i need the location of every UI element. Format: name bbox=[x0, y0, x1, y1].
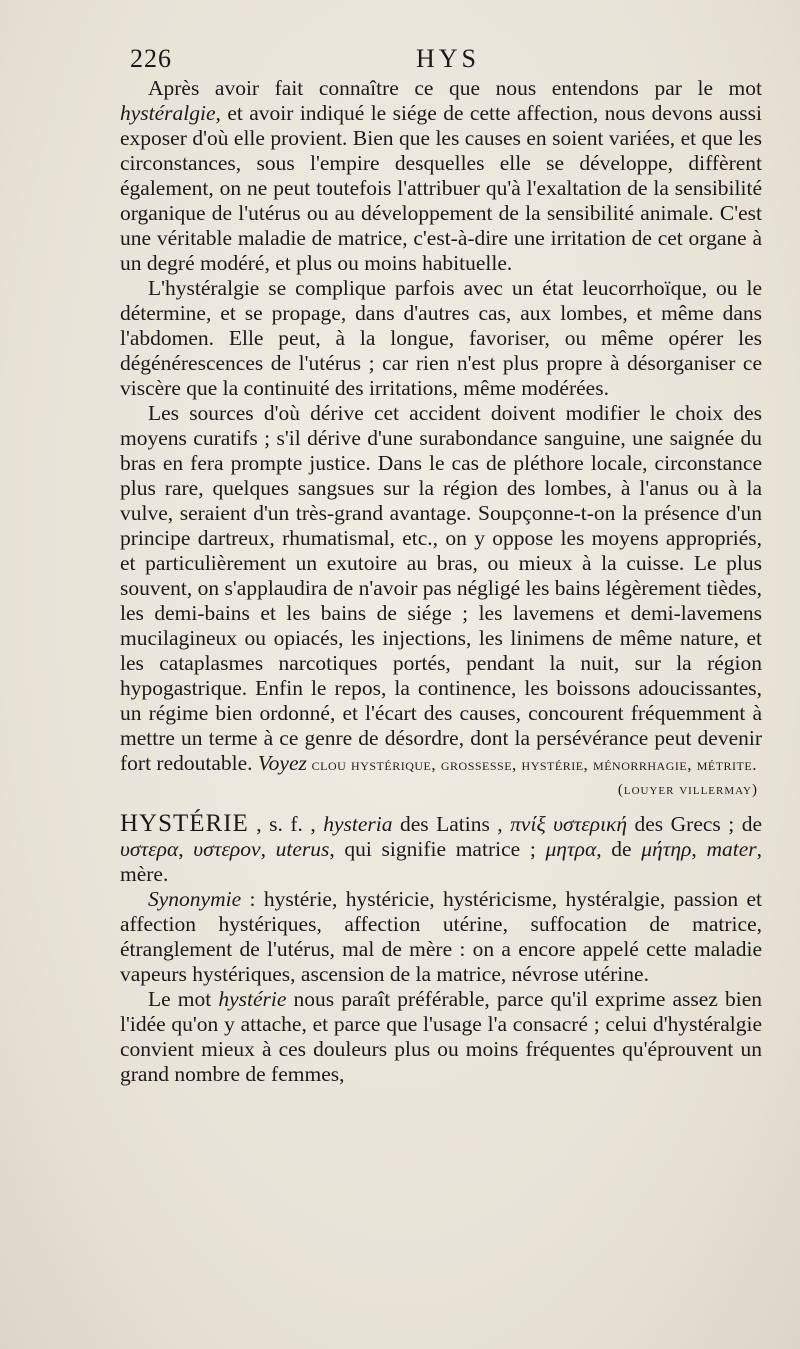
paragraph-treatment bbox=[120, 401, 762, 777]
greek-term: μήτηρ bbox=[641, 837, 692, 861]
paragraph-hysteralgie-definition bbox=[120, 76, 762, 276]
voyez-label: Voyez bbox=[257, 751, 307, 775]
page-number: 226 bbox=[130, 44, 172, 73]
entry-headword: HYSTÉRIE bbox=[120, 810, 249, 837]
greek-term: υστερα bbox=[120, 837, 179, 861]
paragraph-complications: L'hystéralgie se complique parfois avec un état leucorrhoïque, ou le détermine, et se propage, dans d'autres cas, aux lombes, et même dans l'abdomen. Elle peut, à la longue, favoriser, ou même opérer les dégénérescences de l'utérus ; car rien n'est plus propre à désorganiser ce viscère que la continuité des irritations, même modérées. bbox=[120, 276, 762, 400]
text-span: , bbox=[178, 837, 194, 861]
latin-term: mater bbox=[706, 837, 757, 861]
text-span: , bbox=[691, 837, 707, 861]
greek-term: πνίξ υστερική bbox=[510, 812, 628, 836]
text-span: , qui signifie matrice ; bbox=[329, 837, 546, 861]
term-hysteralgie: hystéralgie bbox=[120, 101, 216, 125]
greek-term: μητρα bbox=[545, 837, 597, 861]
paragraph-term-choice bbox=[120, 987, 762, 1087]
text-span: , de bbox=[596, 837, 642, 861]
text-span: : hystérie, hystéricie, hystéricisme, hystéralgie, passion et affection hystériques, affection utérine, suffocation de matrice, étranglement de l'utérus, mal de mère : on a encore appelé cette maladie vapeurs hystériques, ascension de la matrice, névrose utérine. bbox=[120, 887, 762, 986]
synonymie-label: Synonymie bbox=[148, 887, 242, 911]
author-signature: (louyer villermay) bbox=[617, 782, 758, 798]
paragraph-synonymie bbox=[120, 887, 762, 987]
text-span: , s. f. , bbox=[248, 812, 324, 836]
latin-term: uterus bbox=[275, 837, 330, 861]
text-span: Après avoir fait connaître ce que nous entendons par le mot bbox=[148, 76, 762, 100]
text-span: des Grecs ; de bbox=[627, 812, 762, 836]
text-span: Les sources d'où dérive cet accident doivent modifier le choix des moyens curatifs ; s'il dérive d'une surabondance sanguine, une saignée du bras en fera prompte justice. Dans le cas de pléthore locale, circonstance plus rare, quelques sangsues sur la région des lombes, à l'anus ou à la vulve, seraient d'un très-grand avantage. Soupçonne-t-on la présence d'un principe dartreux, rhumatismal, etc., on y oppose les moyens appropriés, et particulièrement un exutoire au bras, ou mieux à la cuisse. Le plus souvent, on s'applaudira de n'avoir pas négligé les bains légèrement tièdes, les demi-bains et les bains de siége ; les lavemens et demi-lavemens mucilagineux ou opiacés, les injections, les linimens de même nature, et les cataplasmes narcotiques portés, pendant la nuit, sur la région hypogastrique. Enfin le repos, la continence, les boissons adoucissantes, un régime bien ordonné, et l'écart des causes, concourent fréquemment à mettre un terme à ce genre de désordre, dont la persévérance peut devenir fort redoutable. bbox=[120, 401, 762, 775]
page-header bbox=[122, 44, 762, 78]
text-span: , et avoir indiqué le siége de cette affection, nous devons aussi exposer d'où elle provient. Bien que les causes en soient variées, et que les circonstances, sous l'empire desquelles elle se développe, diffèrent également, on ne peut toutefois l'attribuer qu'à l'exaltation de la sensibilité organique de l'utérus ou au développement de la sensibilité animale. C'est une véritable maladie de matrice, c'est-à-dire une irritation de cet organe à un degré modéré, et plus ou moins habituelle. bbox=[120, 101, 762, 275]
cross-references: clou hystérique, grossesse, hystérie, ménorrhagie, métrite. bbox=[306, 755, 757, 774]
text-span: nous paraît préférable, parce qu'il exprime assez bien l'idée qu'on y attache, et parce que l'usage l'a consacré ; celui d'hystéralgie convient mieux à ces douleurs plus ou moins fréquentes qu'éprouvent un grand nombre de femmes, bbox=[120, 987, 762, 1086]
term-hysterie: hystérie bbox=[218, 987, 287, 1011]
entry-hysterie bbox=[120, 811, 762, 887]
text-span: , bbox=[260, 837, 276, 861]
body-text bbox=[120, 76, 762, 1087]
greek-term: υστερον bbox=[193, 837, 261, 861]
text-span: des Latins , bbox=[392, 812, 511, 836]
text-span: Le mot bbox=[148, 987, 219, 1011]
text-span: , mère. bbox=[120, 837, 762, 886]
latin-term: hysteria bbox=[323, 812, 393, 836]
running-head: HYS bbox=[416, 44, 481, 73]
